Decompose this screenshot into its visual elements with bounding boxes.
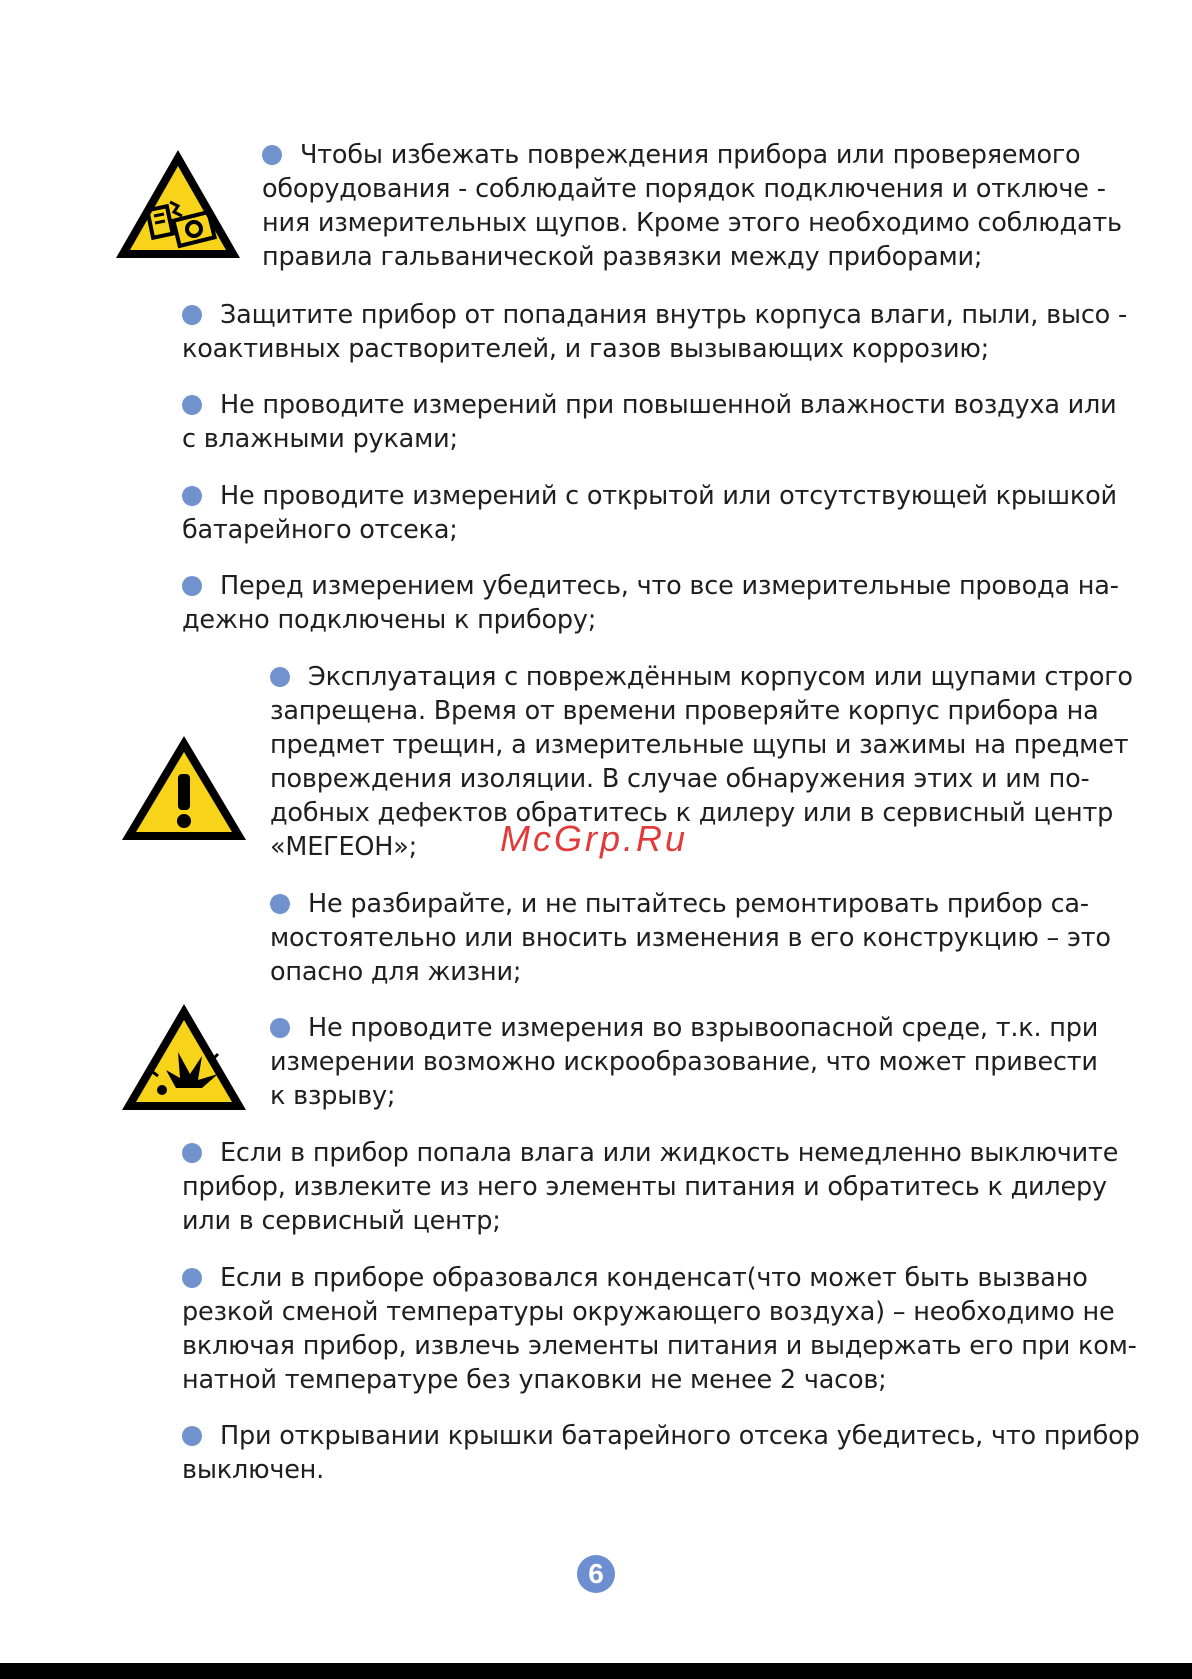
bottom-border (0, 1663, 1192, 1679)
safety-paragraph-3: Не проводите измерений при повышенной влажности воздуха или с влажными руками; (182, 390, 1117, 454)
bullet-dot (270, 894, 290, 914)
safety-paragraph-11: При открывании крышки батарейного отсека убедитесь, что прибор выключен. (182, 1421, 1140, 1485)
bullet-dot (262, 145, 282, 165)
bullet-dot (182, 576, 202, 596)
bullet-dot (182, 305, 202, 325)
device-damage-warning-icon (112, 146, 244, 262)
bullet-dot (182, 395, 202, 415)
bullet-dot (182, 1268, 202, 1288)
safety-paragraph-2: Защитите прибор от попадания внутрь корпуса влаги, пыли, высо - коактивных растворителей, и газов вызывающих коррозию; (182, 300, 1127, 364)
safety-paragraph-10: Если в приборе образовался конденсат(что может быть вызвано резкой сменой температуры окружающего воздуха) – необходимо не включая прибор, извлечь элементы питания и выдержать его при ком- натной температуре без упаковки не менее 2 часов; (182, 1263, 1137, 1395)
safety-paragraph-1: Чтобы избежать повреждения прибора или проверяемого оборудования - соблюдайте порядок подключения и отключе - ния измерительных щупов. Кроме этого необходимо соблюдать правила гальванической развязки между приборами; (262, 140, 1122, 272)
safety-paragraph-9: Если в прибор попала влага или жидкость немедленно выключите прибор, извлеките из него элементы питания и обратитесь к дилеру или в сервисный центр; (182, 1138, 1119, 1236)
bullet-dot (182, 1143, 202, 1163)
bullet-dot (182, 1426, 202, 1446)
safety-paragraph-6: Эксплуатация с повреждённым корпусом или щупами строго запрещена. Время от времени проверяйте корпус прибора на предмет трещин, а измерительные щупы и зажимы на предмет повреждения изоляции. В случае обнаружения этих и им по- добных дефектов обратитесь к дилеру или в сервисный центр «МЕГЕОН»; (270, 662, 1133, 862)
safety-paragraph-8: Не проводите измерения во взрывоопасной среде, т.к. при измерении возможно искрообразование, что может привести к взрыву; (270, 1013, 1099, 1111)
safety-paragraph-4: Не проводите измерений с открытой или отсутствующей крышкой батарейного отсека; (182, 481, 1117, 545)
bullet-dot (182, 486, 202, 506)
safety-paragraph-5: Перед измерением убедитесь, что все измерительные провода на- дежно подключены к прибору; (182, 571, 1119, 635)
safety-paragraph-7: Не разбирайте, и не пытайтесь ремонтировать прибор са- мостоятельно или вносить изменения в его конструкцию – это опасно для жизни; (270, 889, 1111, 987)
explosion-warning-icon (118, 1000, 250, 1114)
page-number-badge: 6 (577, 1555, 615, 1593)
bullet-dot (270, 667, 290, 687)
bullet-dot (270, 1018, 290, 1038)
general-warning-icon (118, 732, 250, 844)
watermark: McGrp.Ru (500, 818, 689, 859)
